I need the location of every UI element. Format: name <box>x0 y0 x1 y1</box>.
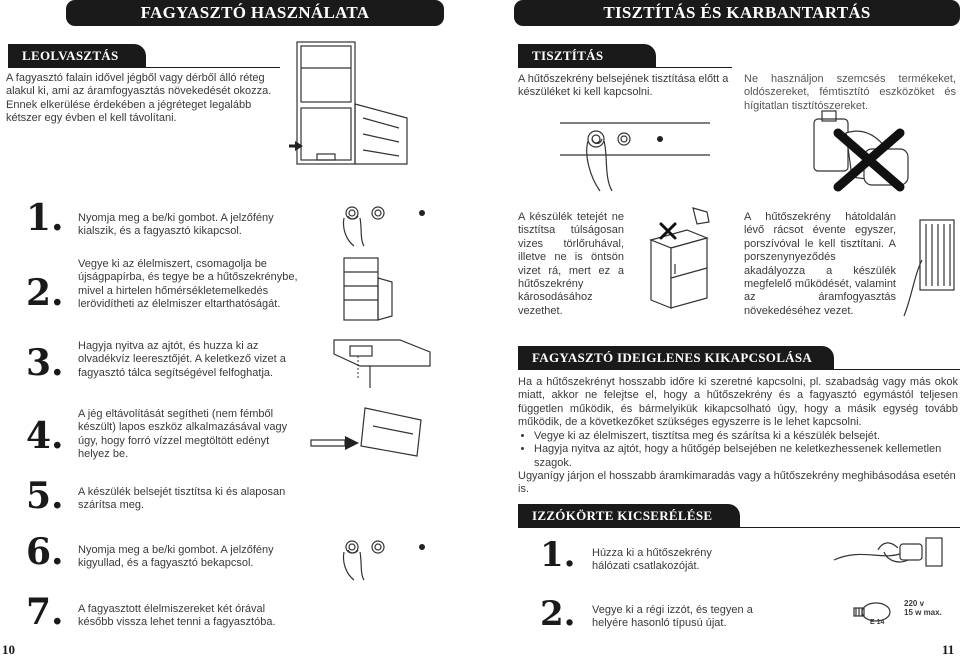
fridge-no-water-illustration <box>635 204 735 314</box>
left-page-title: FAGYASZTÓ HASZNÁLATA <box>66 0 444 26</box>
fridge-open-freezer-illustration <box>287 38 457 168</box>
control-panel-illustration <box>560 115 720 195</box>
step-text: Nyomja meg a be/ki gombot. A jelzőfény kigyullad, és a fagyasztó bekapcsol. <box>78 544 274 570</box>
section-rule <box>518 527 960 528</box>
shutdown-intro: Ha a hűtőszekrényt hosszabb időre ki szeretné kapcsolni, pl. szabadság vagy más okok miatt, akkor ne felejtse el, hogy a hűtőszekrény és a fagyasztó egymástól teljesen független működik, és bármelyikük kikapcsolható úgy, hogy a másik egység tovább működik, de a következőket szükséges egyszerre is le lehet kapcsolni. <box>518 376 958 429</box>
shutdown-bullet: • Vegye ki az élelmiszert, tisztítsa meg és szárítsa ki a készülék belsejét. <box>534 430 958 443</box>
no-solvents-illustration <box>800 105 920 195</box>
section-title-bulb-replacement: IZZÓKÖRTE KICSERÉLÉSE <box>518 504 740 528</box>
bulb-step-number: 2. <box>540 594 576 634</box>
cleaning-switch-off-text: A hűtőszekrény belsejének tisztítása előtt a készüléket ki kell kapcsolni. <box>518 73 729 99</box>
step-number: 1. <box>26 197 64 239</box>
section-rule <box>518 369 960 370</box>
step-text: A fagyasztott élelmiszereket két órával később vissza lehet tenni a fagyasztóba. <box>78 603 276 629</box>
top-cleaning-warning: A készülék tetejét ne tisztítsa túlságosan vizes törlőruhával, illetve ne is öntsön vizet rá, mert ez a hűtőszekrény károsodásához vezethet. <box>518 211 624 317</box>
shutdown-note: Ugyanígy járjon el hosszabb áramkimaradás vagy a hűtőszekrény meghibásodása esetén is. <box>518 470 956 496</box>
bulb-voltage-label: 220 v <box>904 599 925 608</box>
bulb-wattage-label: 15 w max. <box>904 608 942 617</box>
page-number-left: 10 <box>2 642 15 657</box>
bulb-step-text: Húzza ki a hűtőszekrény hálózati csatlakozóját. <box>592 547 712 573</box>
bulb-socket-label: E 14 <box>870 619 885 626</box>
step-text: A készülék belsejét tisztítsa ki és alaposan szárítsa meg. <box>78 486 286 512</box>
shutdown-bullets <box>518 430 958 470</box>
right-page-title: TISZTÍTÁS ÉS KARBANTARTÁS <box>514 0 960 26</box>
step-number: 2. <box>26 272 64 314</box>
drain-illustration <box>330 332 440 392</box>
section-rule <box>8 67 280 68</box>
condenser-cleaning-text: A hűtőszekrény hátoldalán lévő rácsot évente egyszer, porszívóval le kell tisztítani. A porszenynyeződés akadályozza a készülék megfelelő működését, valamint az áramfogyasztás növekedéséhez vezet. <box>744 211 896 317</box>
step-text: Nyomja meg a be/ki gombot. A jelzőfény kialszik, és a fagyasztó kikapcsol. <box>78 212 274 238</box>
cleaning-products-warning: Ne használjon szemcsés termékeket, oldószereket, fémtisztító eszközöket és hígitatlan tisztítószereket. <box>744 73 956 112</box>
step-text: Hagyja nyitva az ajtót, és huzza ki az olvadékvíz leeresztőjét. A keletkező vizet a fagyasztó tálca segítségével felfoghatja. <box>78 340 286 379</box>
freezer-drawers-illustration <box>340 254 410 324</box>
step-number: 5. <box>26 475 64 517</box>
step-number: 4. <box>26 415 64 457</box>
bulb-step-number: 1. <box>540 535 576 575</box>
page-number-right: 11 <box>942 642 955 657</box>
defrost-intro: A fagyasztó falain idővel jégből vagy dérből álló réteg alakul ki, ami az áramfogyasztás növekedését okozza. Ennek elkerülése érdekében a jégréteget legalább kétszer egy évben el kell távolítani. <box>6 72 272 125</box>
step-text: Vegye ki az élelmiszert, csomagolja be újságpapírba, és tegye be a hűtőszekrénybe, mivel a hirtelen hőmérsékletemelkedés lerövidítheti az élelmiszer eltarthatóságát. <box>78 258 298 311</box>
bulb-step-text: Vegye ki a régi izzót, és tegyen a helyére hasonló típusú újat. <box>592 604 753 630</box>
section-title-cleaning: TISZTÍTÁS <box>518 44 656 68</box>
step-number: 3. <box>26 342 64 384</box>
power-button-illustration <box>330 200 440 250</box>
section-rule <box>518 67 732 68</box>
step-number: 7. <box>26 591 64 633</box>
unplug-illustration <box>830 530 950 580</box>
step-number: 6. <box>26 531 64 573</box>
shutdown-bullet: • Hagyja nyitva az ajtót, hogy a hűtőgép belsejében ne keletkezhessenek kellemetlen szagok. <box>534 443 958 470</box>
vacuum-condenser-illustration <box>900 216 960 326</box>
ice-scraper-illustration <box>305 400 425 470</box>
section-title-defrost: LEOLVASZTÁS <box>8 44 146 68</box>
section-title-temporary-shutdown: FAGYASZTÓ IDEIGLENES KIKAPCSOLÁSA <box>518 346 834 370</box>
power-button-illustration <box>330 534 440 584</box>
step-text: A jég eltávolítását segítheti (nem fémből készült) lapos eszköz alkalmazásával vagy úgy, hogy forró vízzel megtöltött edényt helyez be. <box>78 408 288 461</box>
